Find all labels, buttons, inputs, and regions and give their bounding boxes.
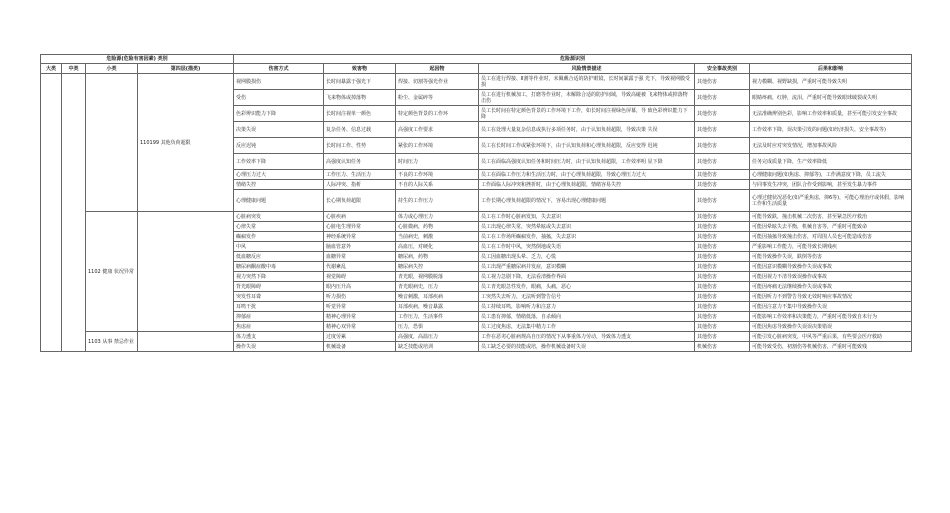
- accident-type-cell: 其他伤害: [695, 312, 750, 322]
- cause-cell: 时间压力: [396, 154, 479, 170]
- scenario-cell: 工作面临人际冲突和挫折时，由于心理负荷超限，情绪容易失控: [479, 180, 695, 190]
- cause-cell: 特定颜色背景的工作环: [396, 106, 479, 122]
- scenario-cell: 工突然失去听力，无法听到警告信号: [479, 292, 695, 302]
- consequence-cell: 可能因注意力不集中导致操作失误: [750, 302, 912, 312]
- cause-cell: 高血压，对硬化: [396, 242, 479, 252]
- accident-type-cell: 其他伤害: [695, 106, 750, 122]
- consequence-cell: 可能因听力不到警告导致无效时响应事故情况: [750, 292, 912, 302]
- cause-cell: 持生的工作压力: [396, 190, 479, 212]
- consequence-cell: 可能因晕眩失去平衡，机械自害等，严重时可能致命: [750, 222, 912, 232]
- scenario-cell: 员工缺乏必要的技能或培，操作机械设备时失误: [479, 342, 695, 352]
- header-scenario: 风险情景描述: [479, 64, 695, 74]
- consequence-cell: 可能因意识模糊导致操作失误或事故: [750, 262, 912, 272]
- scenario-cell: 员工在面临工作压力和生活压力时，由于心理负荷超限，导致心理压力过大: [479, 170, 695, 180]
- consequence-cell: 可能因疼痛无法继续操作失误或事故: [750, 282, 912, 292]
- scenario-cell: 员工视力急剧下降，无法看清操作界面: [479, 272, 695, 282]
- header-harm-mode: 伤害方式: [234, 64, 324, 74]
- harmful-thing-cell: 长时间工作、性势: [324, 138, 396, 154]
- header-harmful-thing: 致害物: [324, 64, 396, 74]
- scenario-cell: 员工出现心律失常，突然晕眩或失去意识: [479, 222, 695, 232]
- scenario-cell: 员工过度焦虑，无法集中精力工作: [479, 322, 695, 332]
- table-row: [41, 212, 912, 222]
- cause-cell: 紧张的工作环境: [396, 138, 479, 154]
- accident-type-cell: 其他伤害: [695, 292, 750, 302]
- cause-cell: 糖尿病，药物: [396, 252, 479, 262]
- accident-type-cell: 其他伤害: [695, 138, 750, 154]
- header-major: 大类: [41, 64, 62, 74]
- accident-type-cell: 其他伤害: [695, 170, 750, 180]
- cause-cell: 青光眼，视网膜脱落: [396, 272, 479, 282]
- accident-type-cell: 其他伤害: [695, 190, 750, 212]
- harmful-thing-cell: 飞来物体或掉落物: [324, 90, 396, 106]
- consequence-cell: 与同事发生冲突，团队合作受到影响，甚至发生暴力事件: [750, 180, 912, 190]
- header-hazard-source-group: 危险源(危险有害因素) 类别: [41, 55, 234, 64]
- scenario-cell: 员工因血糖出现头晕、乏力，心慌: [479, 252, 695, 262]
- scenario-cell: 员工出现严重糖尿病并发症，意识模糊: [479, 262, 695, 272]
- harm-mode-cell: 糖尿病酮症酸中毒: [234, 262, 324, 272]
- harm-mode-cell: 中风: [234, 242, 324, 252]
- harmful-thing-cell: 人际冲突、指析: [324, 180, 396, 190]
- harm-mode-cell: 低血糖反应: [234, 252, 324, 262]
- harmful-thing-cell: 眼内压升高: [324, 282, 396, 292]
- consequence-cell: 可能导致受伤，初割伤等机械伤害，严重时可能致残: [750, 342, 912, 352]
- consequence-cell: 可能引发心脏病突发，中风等严重后果，有些要会医疗救助: [750, 332, 912, 342]
- header-middle: 中类: [62, 64, 86, 74]
- accident-type-cell: 其他伤害: [695, 332, 750, 342]
- scenario-cell: 工作长期心理负荷超限的情况下，容易出现心理健康问题: [479, 190, 695, 212]
- harmful-thing-cell: 精神心理异常: [324, 312, 396, 322]
- accident-type-cell: 其他伤害: [695, 74, 750, 90]
- table-row: [41, 332, 912, 342]
- harm-mode-cell: 焦虑症: [234, 322, 324, 332]
- consequence-cell: 无法及时应对突发情况，增加事故风险: [750, 138, 912, 154]
- cause-cell: 当前病史，刺激: [396, 232, 479, 242]
- cause-cell: 心脏微病，药物: [396, 222, 479, 232]
- harmful-thing-cell: 长时间暴露于强光下: [324, 74, 396, 90]
- consequence-cell: 可能导致跌，撞击机械二次伤害，甚至紧急医疗救治: [750, 212, 912, 222]
- harm-mode-cell: 耳鸣干扰: [234, 302, 324, 312]
- consequence-cell: 可能导致操作失误，跌倒等伤害: [750, 252, 912, 262]
- accident-type-cell: 其他伤害: [695, 180, 750, 190]
- accident-type-cell: 其他伤害: [695, 212, 750, 222]
- consequence-cell: 心理健康问题(如焦虑、抑郁等)，工作满意度下降，员工流失: [750, 170, 912, 180]
- cause-cell: 耳部疾病，噪音暴露: [396, 302, 479, 312]
- harm-mode-cell: 体力透支: [234, 332, 324, 342]
- header-identification-group: 危险源识别: [234, 55, 912, 64]
- harmful-thing-cell: 过度劳累: [324, 332, 396, 342]
- scenario-cell: 员工在工作场所癫痫发作，抽搐，失去意识: [479, 232, 695, 242]
- scenario-cell: 工作在恶劣心脏病规高自压的情况下从事重体力劳动，导致体力透支: [479, 332, 695, 342]
- harmful-thing-cell: 精神心双异常: [324, 322, 396, 332]
- minor-cell-1103: 1103 从事 禁忌作业: [86, 332, 138, 352]
- consequence-cell: 可能因焦虑导致操作失误误决策错误: [750, 322, 912, 332]
- harm-mode-cell: 操作失误: [234, 342, 324, 352]
- harmful-thing-cell: 脑血管意外: [324, 242, 396, 252]
- cause-cell: 体力或心理压力: [396, 212, 479, 222]
- harmful-thing-cell: 复杂任务、信息过载: [324, 122, 396, 138]
- scenario-cell: 员工在工作时中风，突然倒地或失语: [479, 242, 695, 252]
- scenario-cell: 员工持续耳鸣，影响听力和注意力: [479, 302, 695, 312]
- consequence-cell: 视力模糊、视野缺损，严重时可能导致失明: [750, 74, 912, 90]
- harm-mode-cell: 突发性耳聋: [234, 292, 324, 302]
- accident-type-cell: 其他伤害: [695, 242, 750, 252]
- accident-type-cell: 其他伤害: [695, 252, 750, 262]
- table-row: [41, 74, 912, 90]
- cause-cell: 噪音刺激，耳部疾病: [396, 292, 479, 302]
- middle-cell: [62, 74, 86, 352]
- scenario-cell: 员工青光眼急性发作，眼痛，头痛，恶心: [479, 282, 695, 292]
- harmful-thing-cell: 长心期负荷超限: [324, 190, 396, 212]
- harm-mode-cell: 反应迟钝: [234, 138, 324, 154]
- harmful-thing-cell: 听力损伤: [324, 292, 396, 302]
- cause-cell: 缺乏技能或培训: [396, 342, 479, 352]
- harm-mode-cell: 视力突然下降: [234, 272, 324, 282]
- harm-mode-cell: 视网膜损伤: [234, 74, 324, 90]
- header-consequence: 后果和影响: [750, 64, 912, 74]
- harm-mode-cell: 抑郁症: [234, 312, 324, 322]
- accident-type-cell: 其他伤害: [695, 90, 750, 106]
- cause-cell: 不自的人际关系: [396, 180, 479, 190]
- scenario-cell: 员工患有抑郁，情绪低落，自杀倾向: [479, 312, 695, 322]
- consequence-cell: 心理过健状况恶化(如严重焦虑，抑6等)，可能心理治疗或休假，影响工作和生活质量: [750, 190, 912, 212]
- cause-cell: 焊接、切割等强光作业: [396, 74, 479, 90]
- cause-cell: 高强度工作要求: [396, 122, 479, 138]
- scenario-cell: 员工在进行焊接、Ⅱ割等作业时，未佩戴合适的防护眼镜，长时间暴露于强 光下，导致视网膜受损: [479, 74, 695, 90]
- consequence-cell: 可能因视力不清导致误操作或事故: [750, 272, 912, 282]
- harm-mode-cell: 情绪失控: [234, 180, 324, 190]
- harmful-thing-cell: 代谢紊乱: [324, 262, 396, 272]
- consequence-cell: 无法准确辨别色彩，影响工作效率和质量，甚至可能引发安全事故: [750, 106, 912, 122]
- cause-cell: 糖尿病失控: [396, 262, 479, 272]
- header-cause: 起因物: [396, 64, 479, 74]
- cause-cell: 粉尘、金属碎等: [396, 90, 479, 106]
- consequence-cell: 可能因抽搐导致撞击伤害，对周围人员也可能造成伤害: [750, 232, 912, 242]
- scenario-cell: 员工长时间在特定颜色背景的工作环境下工作，如长时间注视绿色屏幕，导 致色彩辨识能力下降: [479, 106, 695, 122]
- cause-cell: 不良的工作环境: [396, 170, 479, 180]
- consequence-cell: 任务完成质量下降，生产效率降低: [750, 154, 912, 170]
- harmful-thing-cell: 心脏疾病: [324, 212, 396, 222]
- harm-mode-cell: 心律失常: [234, 222, 324, 232]
- level4-cell-health: [138, 212, 234, 332]
- accident-type-cell: 其他伤害: [695, 222, 750, 232]
- scenario-cell: 员工在面临高强度认知任务和时间压力时，由于认知负荷超限，工作效率明 显下降: [479, 154, 695, 170]
- harmful-thing-cell: 心脏电生理异常: [324, 222, 396, 232]
- accident-type-cell: 其他伤害: [695, 262, 750, 272]
- accident-type-cell: 机械伤害: [695, 342, 750, 352]
- harm-mode-cell: 色彩辨识能力下降: [234, 106, 324, 122]
- harmful-thing-cell: 长时间注视单一颜色: [324, 106, 396, 122]
- level4-cell-forbidden: [138, 332, 234, 352]
- harmful-thing-cell: 听觉异常: [324, 302, 396, 312]
- cause-cell: 青光眼病史，压力: [396, 282, 479, 292]
- hazard-identification-table: [40, 54, 912, 352]
- scenario-cell: 员工在工作时心脏病发知，失去意识: [479, 212, 695, 222]
- accident-type-cell: 其他伤害: [695, 282, 750, 292]
- consequence-cell: 眼睛疼痛，红肿，流泪，严重时可能导致眼球破裂或失明: [750, 90, 912, 106]
- accident-type-cell: 其他伤害: [695, 272, 750, 282]
- harmful-thing-cell: 机械设备: [324, 342, 396, 352]
- harmful-thing-cell: 工作压力、生活压力: [324, 170, 396, 180]
- level4-cell-fatigue: 110199 其他负荷超限: [138, 74, 234, 212]
- consequence-cell: 严重影响工作能力，可能导致长期残疾: [750, 242, 912, 252]
- scenario-cell: 员工在进行机械加工，打磨等作业时，未解除合适的防护间域，导致高碰被 飞来物体或掉落物击伤: [479, 90, 695, 106]
- harm-mode-cell: 心理压力过大: [234, 170, 324, 180]
- harm-mode-cell: 背光眼障碍: [234, 282, 324, 292]
- minor-cell-1101: [86, 74, 138, 212]
- harm-mode-cell: 心脏病突发: [234, 212, 324, 222]
- scenario-cell: 员工在长时间工作或紧张环境下，由于认知负荷和心理负荷超限，反应变得 迟钝: [479, 138, 695, 154]
- header-accident-type: 安全事故类别: [695, 64, 750, 74]
- harmful-thing-cell: 高强度认知任务: [324, 154, 396, 170]
- harmful-thing-cell: 神经系统异常: [324, 232, 396, 242]
- accident-type-cell: 其他伤害: [695, 232, 750, 242]
- cause-cell: 高强度，高温压力: [396, 332, 479, 342]
- consequence-cell: 可能影响工作效率和决策能力，严重时可能导致自未行为: [750, 312, 912, 322]
- accident-type-cell: 其他伤害: [695, 322, 750, 332]
- harm-mode-cell: 受伤: [234, 90, 324, 106]
- harmful-thing-cell: 血糖异常: [324, 252, 396, 262]
- header-minor: 小类: [86, 64, 138, 74]
- minor-cell-1102: 1102 健康 状况异常: [86, 212, 138, 332]
- harm-mode-cell: 癫痫发作: [234, 232, 324, 242]
- cause-cell: 压力，恐惧: [396, 322, 479, 332]
- consequence-cell: 工作效率下降，误决策引发的问题(如经济损失、安全事故等): [750, 122, 912, 138]
- accident-type-cell: 其他伤害: [695, 154, 750, 170]
- major-cell: [41, 74, 62, 352]
- accident-type-cell: 其他伤害: [695, 302, 750, 312]
- harm-mode-cell: 工作效率下降: [234, 154, 324, 170]
- harmful-thing-cell: 视觉障碍: [324, 272, 396, 282]
- harm-mode-cell: 决策失误: [234, 122, 324, 138]
- accident-type-cell: 其他伤害: [695, 122, 750, 138]
- header-level4: 第四层(描类): [138, 64, 234, 74]
- cause-cell: 工作压力，生活事件: [396, 312, 479, 322]
- scenario-cell: 员工在处理大量复杂信息或执行多项任务时，由于认知负荷超限，导致决策 失误: [479, 122, 695, 138]
- harm-mode-cell: 心理健康问题: [234, 190, 324, 212]
